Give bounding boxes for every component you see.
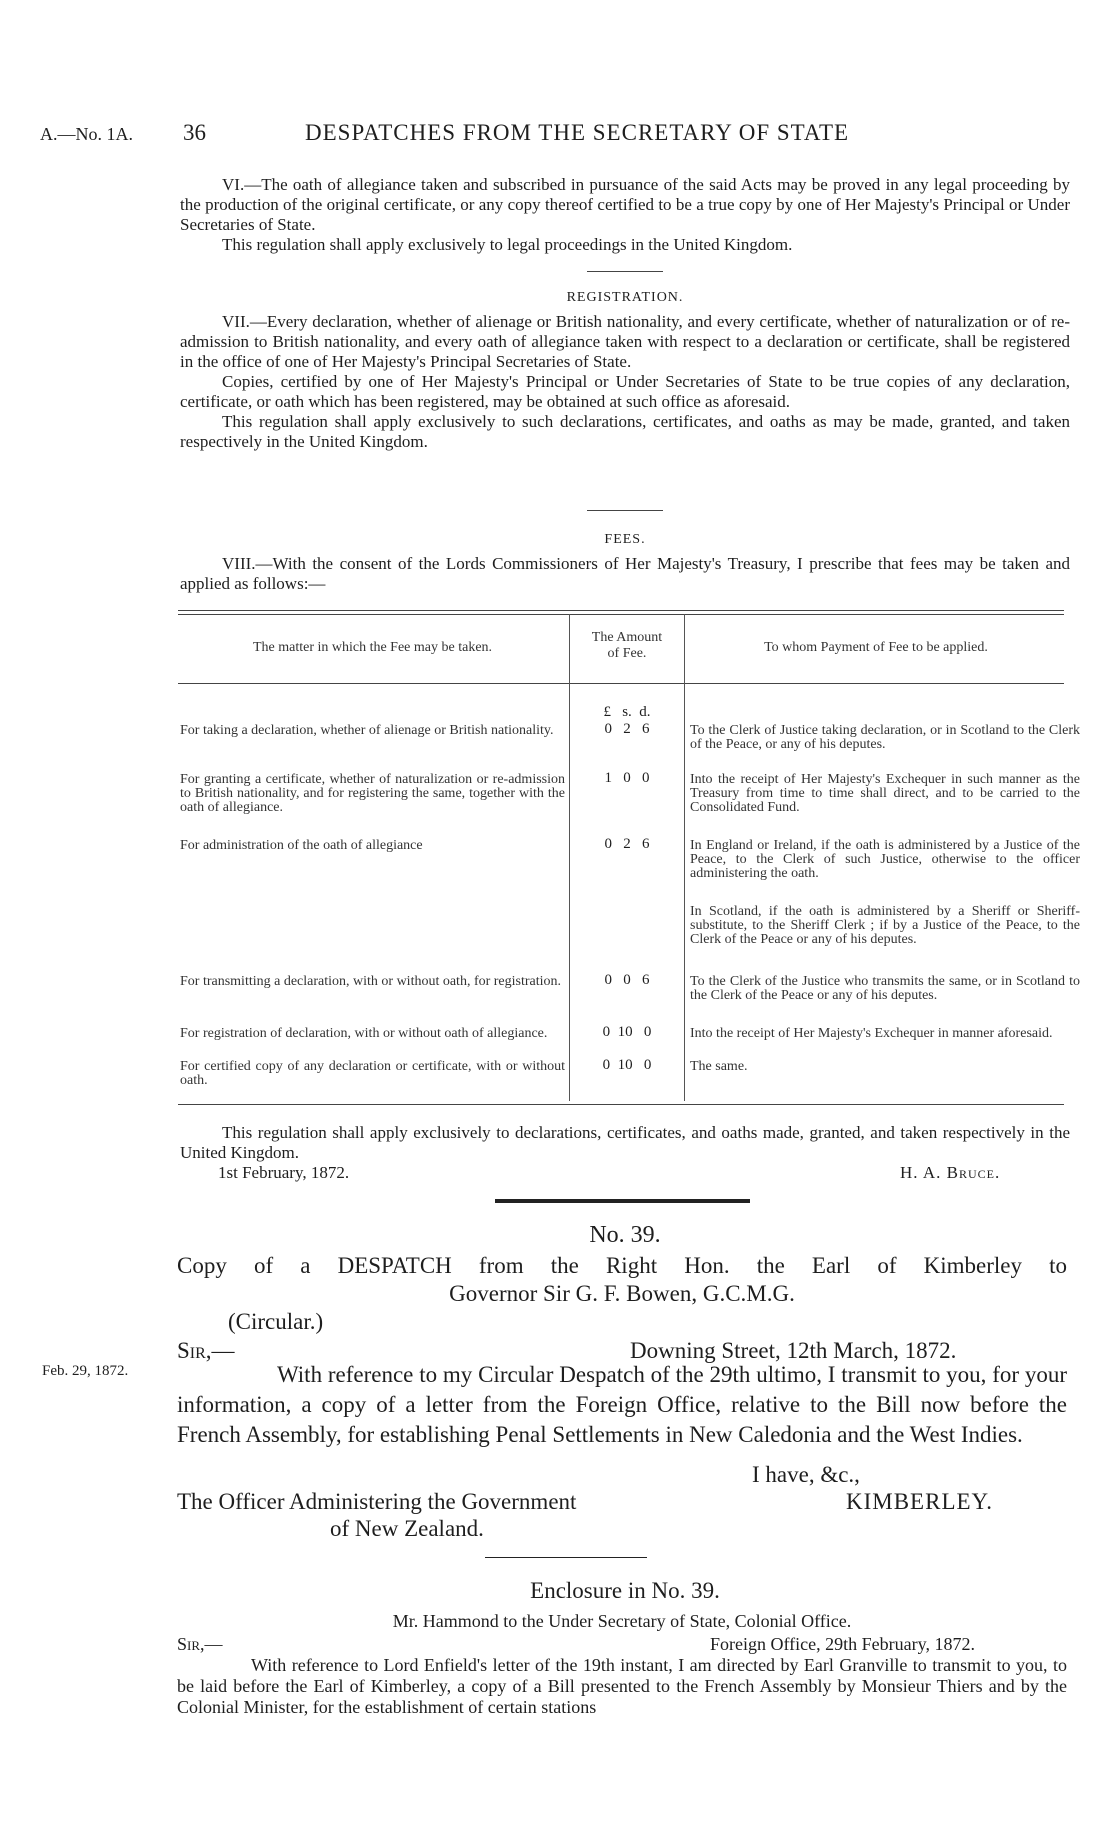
despatch-title-line2: Governor Sir G. F. Bowen, G.C.M.G.: [449, 1281, 795, 1306]
despatch-circular: (Circular.): [228, 1309, 324, 1334]
table-row-2-payee: Into the receipt of Her Majesty's Exchequer in such manner as the Treasury from time to time shall direct, and to be carried to the Consolidated Fund.: [690, 772, 1080, 815]
table-row-5-matter: For registration of declaration, with or without oath of allegiance.: [180, 1026, 548, 1041]
enclosure-heading: Enclosure in No. 39.: [530, 1578, 720, 1603]
table-row-6-amount: 0 10 0: [602, 1057, 652, 1073]
table-row-3-payee-2: In Scotland, if the oath is administered by a Sheriff or Sheriff-substitute, to the Sheriff Clerk ; if by a Justice of the Peace, to the Clerk of the Peace or any of his deputes.: [690, 904, 1080, 947]
section-vii-para3: This regulation shall apply exclusively to such declarations, certificates, and oaths as may be made, granted, and taken respectively in the United Kingdom.: [180, 412, 1070, 451]
table-row-2-amount: 1 0 0: [604, 770, 650, 786]
table-header-rule: [178, 683, 1064, 684]
table-row-2-matter: For granting a certificate, whether of naturalization or re-admission to British nationality, and for registering the same, together with the oath of allegiance.: [180, 772, 565, 815]
page-title: DESPATCHES FROM THE SECRETARY OF STATE: [305, 120, 850, 145]
enclosure-body: With reference to Lord Enfield's letter of the 19th instant, I am directed by Earl Granville to transmit to you, to be laid before the Earl of Kimberley, a copy of a Bill presented to the French Assembly by Monsieur Thiers and by the Colonial Minister, for the establishment of certain stations: [177, 1655, 1067, 1717]
table-row-3-payee: In England or Ireland, if the oath is administered by a Justice of the Peace, to the Clerk of such Justice, otherwise to the officer administering the oath.: [690, 838, 1080, 881]
amount-units: £ s. d.: [603, 704, 651, 720]
column-header-amount: [570, 630, 684, 662]
section-vii-para1: VII.—Every declaration, whether of alienage or British nationality, and every certificate, whether of naturalization or of re-admission to British nationality, and every oath of allegiance taken with respect to a declaration or certificate, shall be registered in the office of one of Her Majesty's Principal Secretaries of State.: [180, 312, 1070, 371]
section-vii-para2: Copies, certified by one of Her Majesty's Principal or Under Secretaries of State to be true copies of any declaration, certificate, or oath which has been registered, may be obtained at such office as aforesaid.: [180, 372, 1070, 411]
table-top-rule-2: [178, 614, 1064, 615]
registration-heading: REGISTRATION.: [566, 290, 684, 305]
section-viii: [180, 554, 1070, 594]
table-row-5-amount: 0 10 0: [602, 1024, 652, 1040]
table-row-3-matter: For administration of the oath of allegiance: [180, 838, 423, 853]
enclosure-address: Foreign Office, 29th February, 1872.: [710, 1634, 975, 1654]
despatch-recipient-line2: of New Zealand.: [330, 1516, 484, 1541]
document-reference: A.—No. 1A.: [40, 124, 133, 144]
table-row-4-payee: To the Clerk of the Justice who transmits the same, or in Scotland to the Clerk of the Peace or any of his deputes.: [690, 974, 1080, 1003]
table-row-6-matter: For certified copy of any declaration or certificate, with or without oath.: [180, 1059, 565, 1088]
despatch-salutation: Sir,—: [177, 1338, 235, 1363]
enclosure-subheading: Mr. Hammond to the Under Secretary of State, Colonial Office.: [392, 1611, 852, 1631]
table-row-1-amount: 0 2 6: [604, 721, 650, 737]
despatch-closing: I have, &c.,: [752, 1462, 860, 1487]
table-row-1-matter: For taking a declaration, whether of alienage or British nationality.: [180, 723, 554, 738]
fees-signature: H. A. Bruce.: [900, 1163, 1001, 1182]
divider: [587, 271, 663, 272]
page-number: 36: [183, 120, 206, 145]
section-viii-intro: VIII.—With the consent of the Lords Commissioners of Her Majesty's Treasury, I prescribe that fees may be taken and applied as follows:—: [180, 554, 1070, 593]
column-header-matter: The matter in which the Fee may be taken.: [252, 640, 493, 655]
divider: [587, 510, 663, 511]
section-vi-para2: This regulation shall apply exclusively to legal proceedings in the United Kingdom.: [222, 235, 793, 254]
despatch-address: Downing Street, 12th March, 1872.: [630, 1338, 957, 1363]
section-vii: [180, 312, 1070, 452]
despatch-body: With reference to my Circular Despatch of the 29th ultimo, I transmit to you, for your information, a copy of a letter from the Foreign Office, relative to the Bill now before the French Assembly, for establishing Penal Settlements in New Caledonia and the West Indies.: [177, 1362, 1067, 1447]
despatch-signature: KIMBERLEY.: [846, 1489, 993, 1514]
table-top-rule: [178, 610, 1064, 611]
table-row-4-amount: 0 0 6: [604, 972, 650, 988]
fees-date: 1st February, 1872.: [218, 1163, 350, 1182]
table-row-5-payee: Into the receipt of Her Majesty's Exchequer in manner aforesaid.: [690, 1026, 1053, 1041]
enclosure-salutation: Sir,—: [177, 1634, 223, 1654]
column-header-payee: To whom Payment of Fee to be applied.: [764, 640, 988, 655]
section-separator: [495, 1199, 750, 1203]
column-divider: [569, 614, 570, 1101]
section-vi: [180, 175, 1070, 255]
table-bottom-rule: [178, 1104, 1064, 1105]
table-row-4-matter: For transmitting a declaration, with or without oath, for registration.: [180, 974, 562, 989]
divider: [485, 1557, 647, 1558]
despatch-title-line1: Copy of a DESPATCH from the Right Hon. the Earl of Kimberley to: [177, 1253, 1067, 1278]
column-header-amount-line1: The Amount: [591, 630, 663, 645]
table-row-6-payee: The same.: [690, 1059, 748, 1074]
margin-date-note: Feb. 29, 1872.: [42, 1363, 129, 1379]
column-header-amount-line2: of Fee.: [607, 646, 647, 661]
fees-heading: FEES.: [604, 532, 646, 547]
fees-closing: [180, 1123, 1070, 1163]
despatch-recipient-line1: The Officer Administering the Government: [177, 1489, 577, 1514]
table-row-3-amount: 0 2 6: [604, 836, 650, 852]
fees-closing-text: This regulation shall apply exclusively to declarations, certificates, and oaths made, granted, and taken respectively in the United Kingdom.: [180, 1123, 1070, 1162]
table-row-1-payee: To the Clerk of Justice taking declaration, or in Scotland to the Clerk of the Peace, or any of his deputes.: [690, 723, 1080, 752]
despatch-number: No. 39.: [589, 1222, 661, 1248]
column-divider: [684, 614, 685, 1101]
section-vi-para1: VI.—The oath of allegiance taken and subscribed in pursuance of the said Acts may be proved in any legal proceeding by the production of the original certificate, or any copy thereof certified to be a true copy by one of Her Majesty's Principal or Under Secretaries of State.: [180, 175, 1070, 234]
